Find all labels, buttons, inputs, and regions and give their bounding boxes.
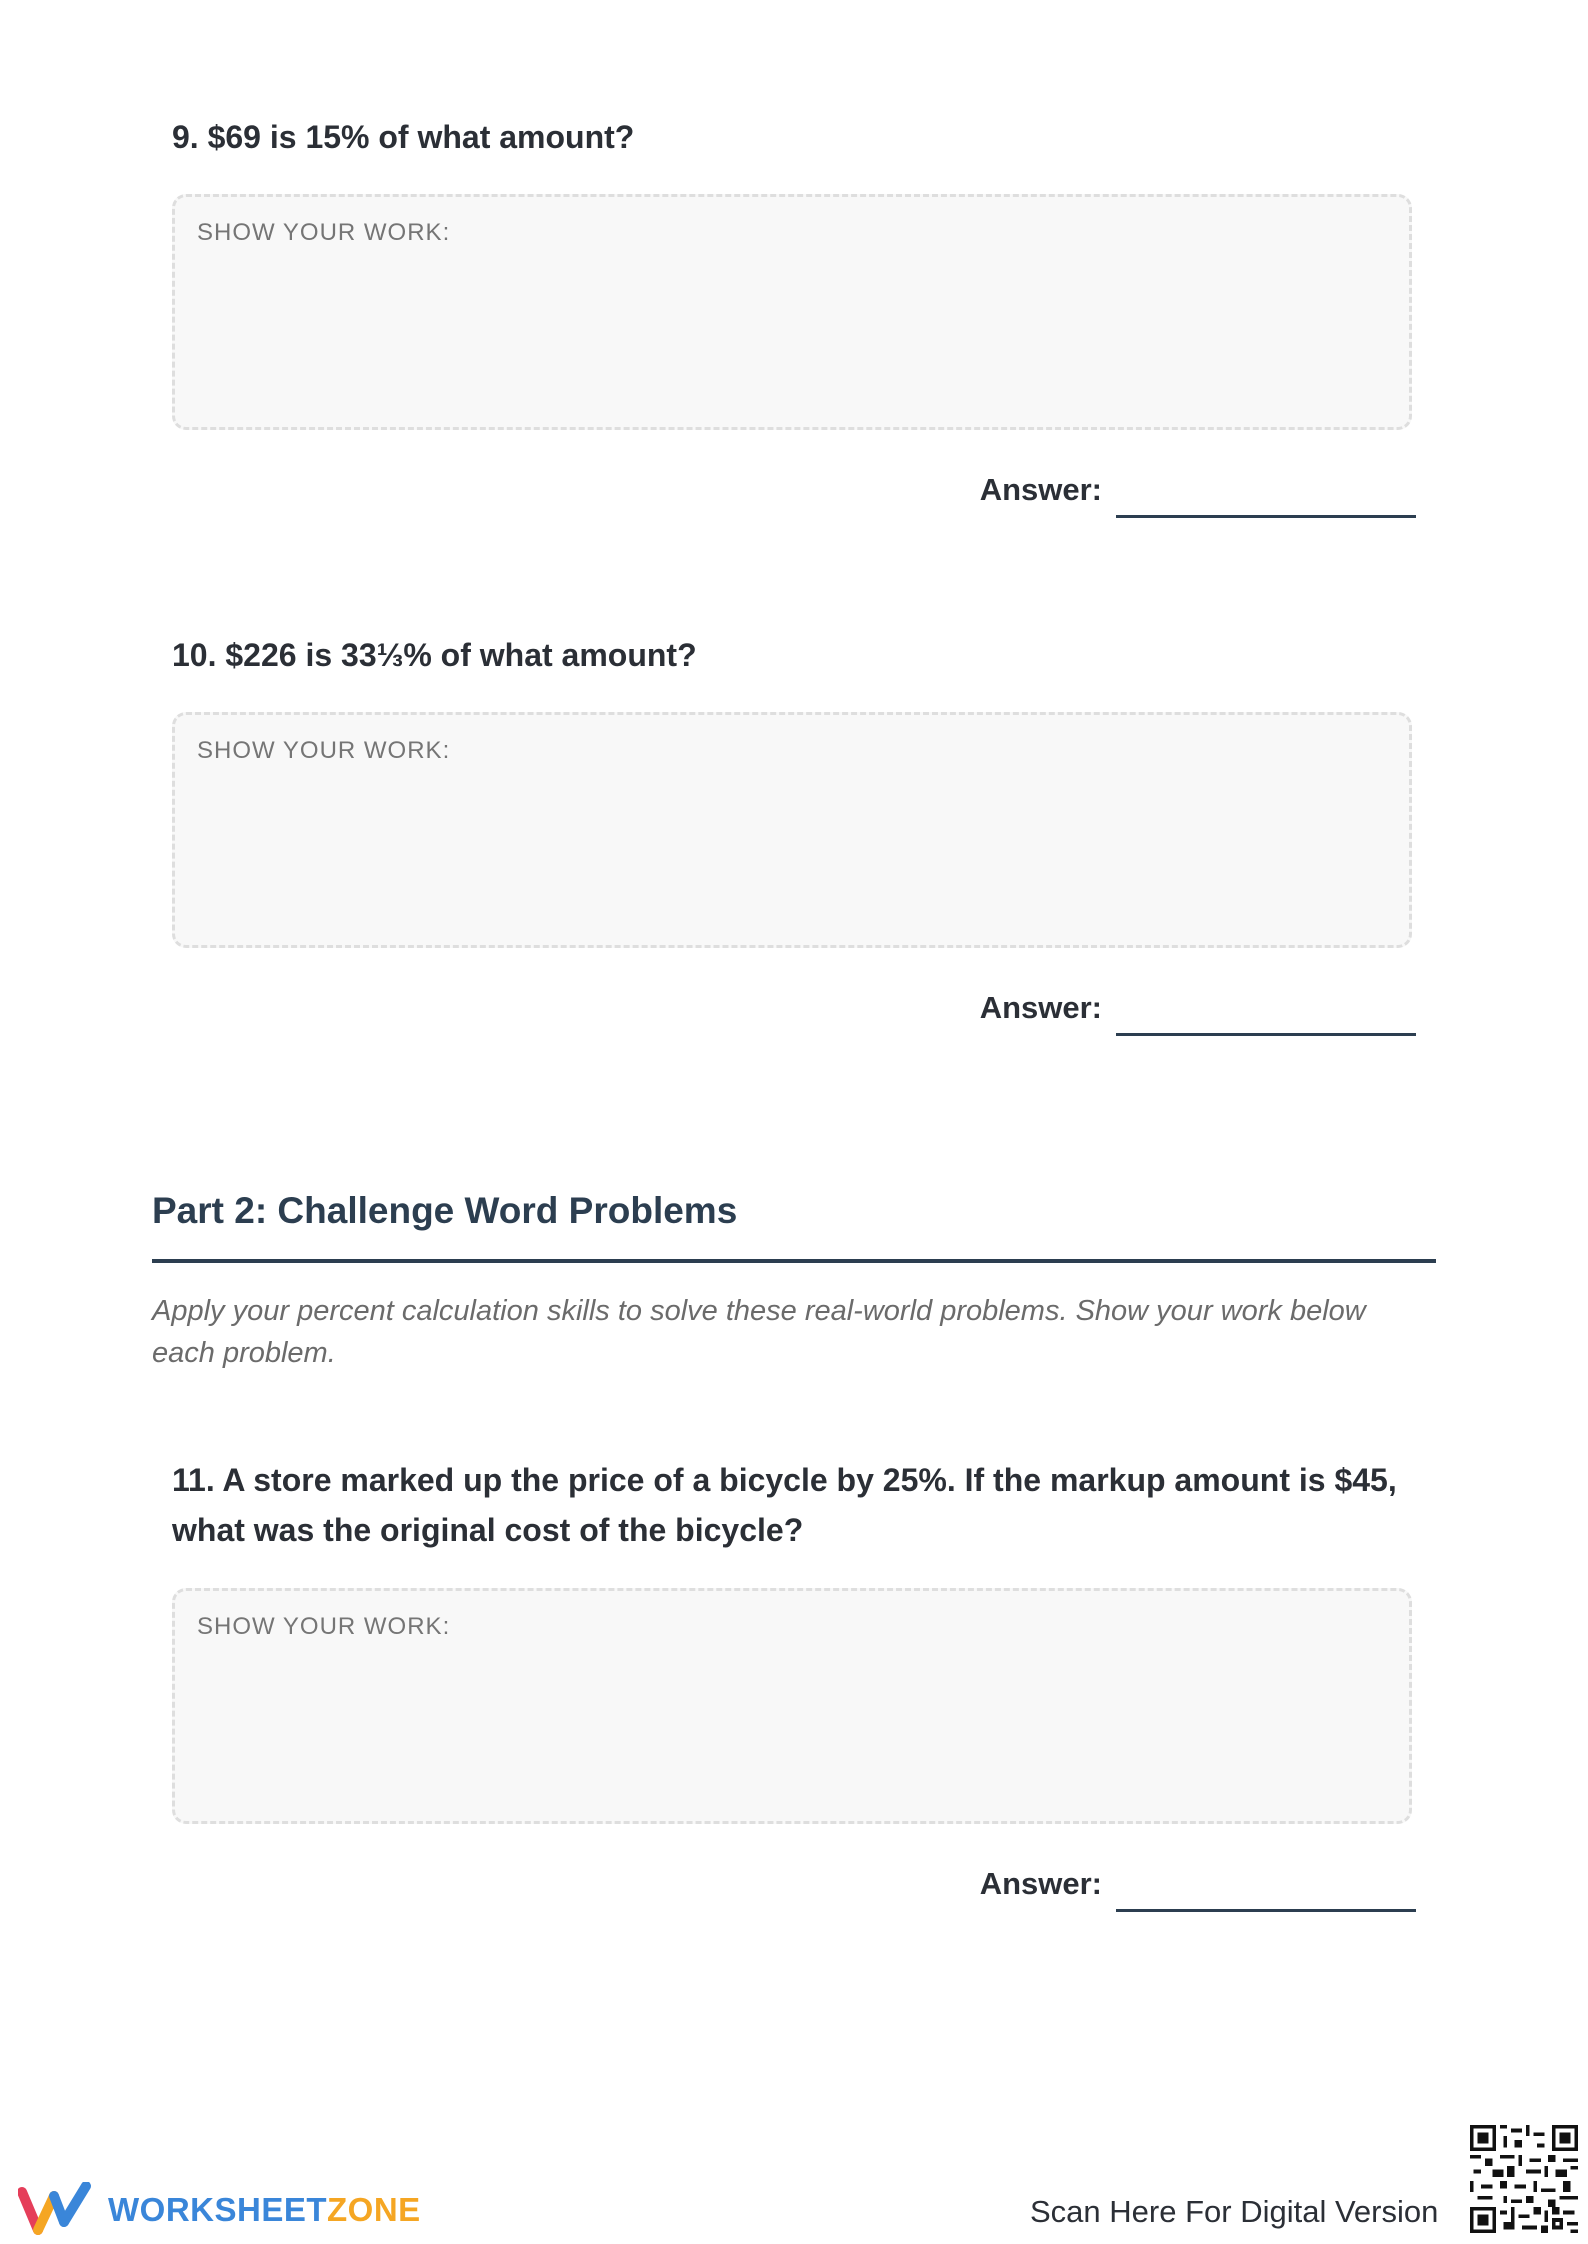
work-area-10[interactable]: [172, 712, 1412, 948]
logo-text-zone: ZONE: [327, 2191, 421, 2228]
section-divider: [152, 1259, 1436, 1263]
work-label: SHOW YOUR WORK:: [197, 737, 451, 764]
logo-text-worksheet: WORKSHEET: [108, 2191, 327, 2228]
logo-text: [108, 2191, 421, 2229]
question-11-text: 11. A store marked up the price of a bicycle by 25%. If the markup amount is $45, what was the original cost of the bicycle?: [172, 1462, 1397, 1548]
worksheetzone-logo[interactable]: [18, 2180, 421, 2240]
scan-text: Scan Here For Digital Version: [1030, 2194, 1439, 2229]
worksheetzone-logo-icon: [18, 2182, 94, 2238]
work-label: SHOW YOUR WORK:: [197, 1613, 451, 1640]
answer-line-9[interactable]: [1116, 515, 1416, 518]
section-title: Part 2: Challenge Word Problems: [152, 1190, 738, 1231]
question-9-text: 9. $69 is 15% of what amount?: [172, 119, 635, 155]
question-10-text: 10. $226 is 33⅓% of what amount?: [172, 637, 697, 673]
work-area-11[interactable]: [172, 1588, 1412, 1824]
qr-code-icon[interactable]: [1470, 2125, 1578, 2233]
answer-label: Answer:: [979, 1866, 1102, 1901]
section-instructions: Apply your percent calculation skills to solve these real-world problems. Show your work below each problem.: [152, 1295, 1366, 1369]
answer-line-10[interactable]: [1116, 1033, 1416, 1036]
work-area-9[interactable]: [172, 194, 1412, 430]
answer-line-11[interactable]: [1116, 1909, 1416, 1912]
answer-label: Answer:: [979, 990, 1102, 1025]
answer-label: Answer:: [979, 472, 1102, 507]
work-label: SHOW YOUR WORK:: [197, 219, 451, 246]
